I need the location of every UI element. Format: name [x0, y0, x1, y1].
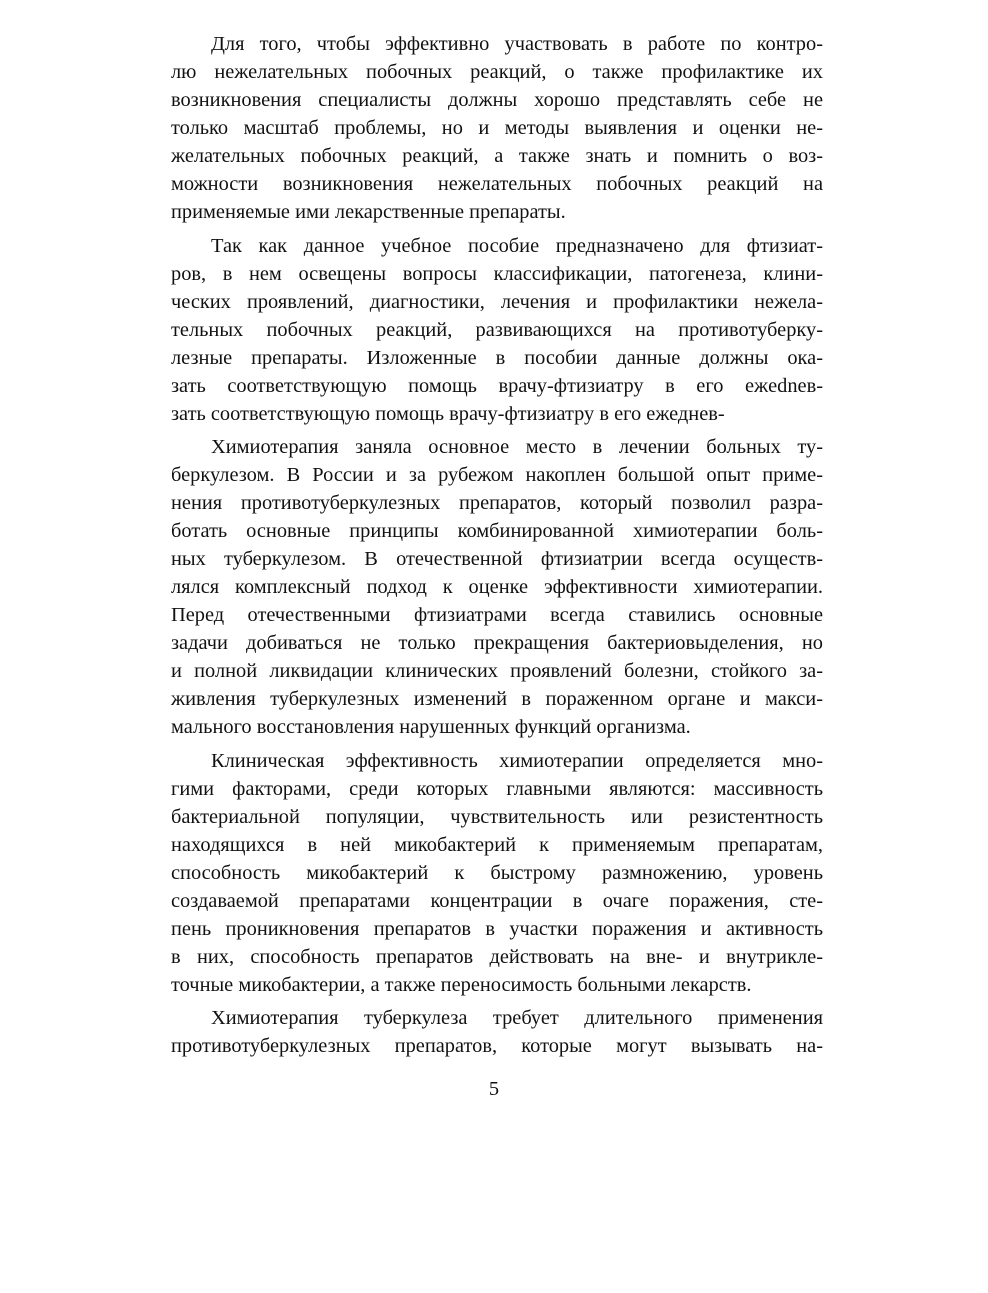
text-line: Химиотерапия туберкулеза требует длительного применения — [211, 1007, 823, 1029]
text-line: Химиотерапия заняла основное место в лечении больных ту- — [211, 436, 823, 458]
text-line: находящихся в ней микобактерий к применяемым препаратам, — [171, 833, 823, 856]
text-line: точные микобактерии, а также переносимость больными лекарств. — [171, 973, 752, 996]
text-line: тельных побочных реакций, развивающихся на противотуберку- — [171, 318, 823, 341]
text-line: зать соответствующую помощь врачу-фтизиатру в его ежednев- — [171, 374, 823, 397]
text-line: гими факторами, среди которых главными являются: массивность — [171, 777, 823, 800]
text-line: Клиническая эффективность химиотерапии определяется мно- — [211, 749, 823, 772]
text-line: лезные препараты. Изложенные в пособии данные должны ока- — [171, 346, 823, 369]
text-line: лялся комплексный подход к оценке эффективности химиотерапии. — [171, 576, 823, 598]
text-line: в них, способность препаратов действовать на вне- и внутрикле- — [171, 945, 823, 968]
text-line: беркулезом. В России и за рубежом накоплен большой опыт приме- — [171, 464, 823, 486]
paragraph — [171, 433, 823, 741]
text-line: возникновения специалисты должны хорошо представлять себе не — [171, 89, 823, 111]
text-line: Для того, чтобы эффективно участвовать в работе по контро- — [211, 33, 823, 55]
text-line: нения противотуберкулезных препаратов, который позволил разра- — [171, 492, 823, 514]
text-line: пень проникновения препаратов в участки поражения и активность — [171, 917, 823, 940]
text-line: ных туберкулезом. В отечественной фтизиатрии всегда осуществ- — [171, 548, 823, 570]
text-line: Так как данное учебное пособие предназначено для фтизиат- — [211, 234, 823, 257]
paragraph — [171, 232, 823, 428]
text-line: бактериальной популяции, чувствительность или резистентность — [171, 805, 823, 828]
text-line: и полной ликвидации клинических проявлений болезни, стойкого за- — [171, 660, 823, 682]
text-line: зать соответствующую помощь врачу-фтизиатру в его ежеднев- — [171, 402, 725, 425]
text-line: ботать основные принципы комбинированной химиотерапии боль- — [171, 520, 823, 542]
text-line: противотуберкулезных препаратов, которые могут вызывать на- — [171, 1035, 823, 1057]
page-number: 5 — [488, 1078, 500, 1100]
text-line: живления туберкулезных изменений в пораженном органе и макси- — [171, 688, 823, 710]
text-line: задачи добиваться не только прекращения бактериовыделения, но — [171, 632, 823, 654]
body-text — [171, 30, 823, 1066]
text-line: способность микобактерий к быстрому размножению, уровень — [171, 861, 823, 884]
text-line: применяемые ими лекарственные препараты. — [171, 201, 566, 223]
paragraph — [171, 1004, 823, 1060]
text-line: создаваемой препаратами концентрации в очаге поражения, сте- — [171, 889, 823, 912]
text-line: мального восстановления нарушенных функций организма. — [171, 716, 691, 738]
text-line: желательных побочных реакций, а также знать и помнить о воз- — [171, 145, 823, 167]
paragraph — [171, 747, 823, 999]
text-line: ческих проявлений, диагностики, лечения и профилактики нежела- — [171, 290, 823, 313]
paragraph — [171, 30, 823, 226]
text-line: Перед отечественными фтизиатрами всегда ставились основные — [171, 604, 823, 626]
text-line: ров, в нем освещены вопросы классификации, патогенеза, клини- — [171, 262, 823, 285]
text-line: можности возникновения нежелательных побочных реакций на — [171, 173, 823, 195]
text-line: только масштаб проблемы, но и методы выявления и оценки не- — [171, 117, 823, 139]
text-line: лю нежелательных побочных реакций, о также профилактике их — [171, 61, 823, 83]
